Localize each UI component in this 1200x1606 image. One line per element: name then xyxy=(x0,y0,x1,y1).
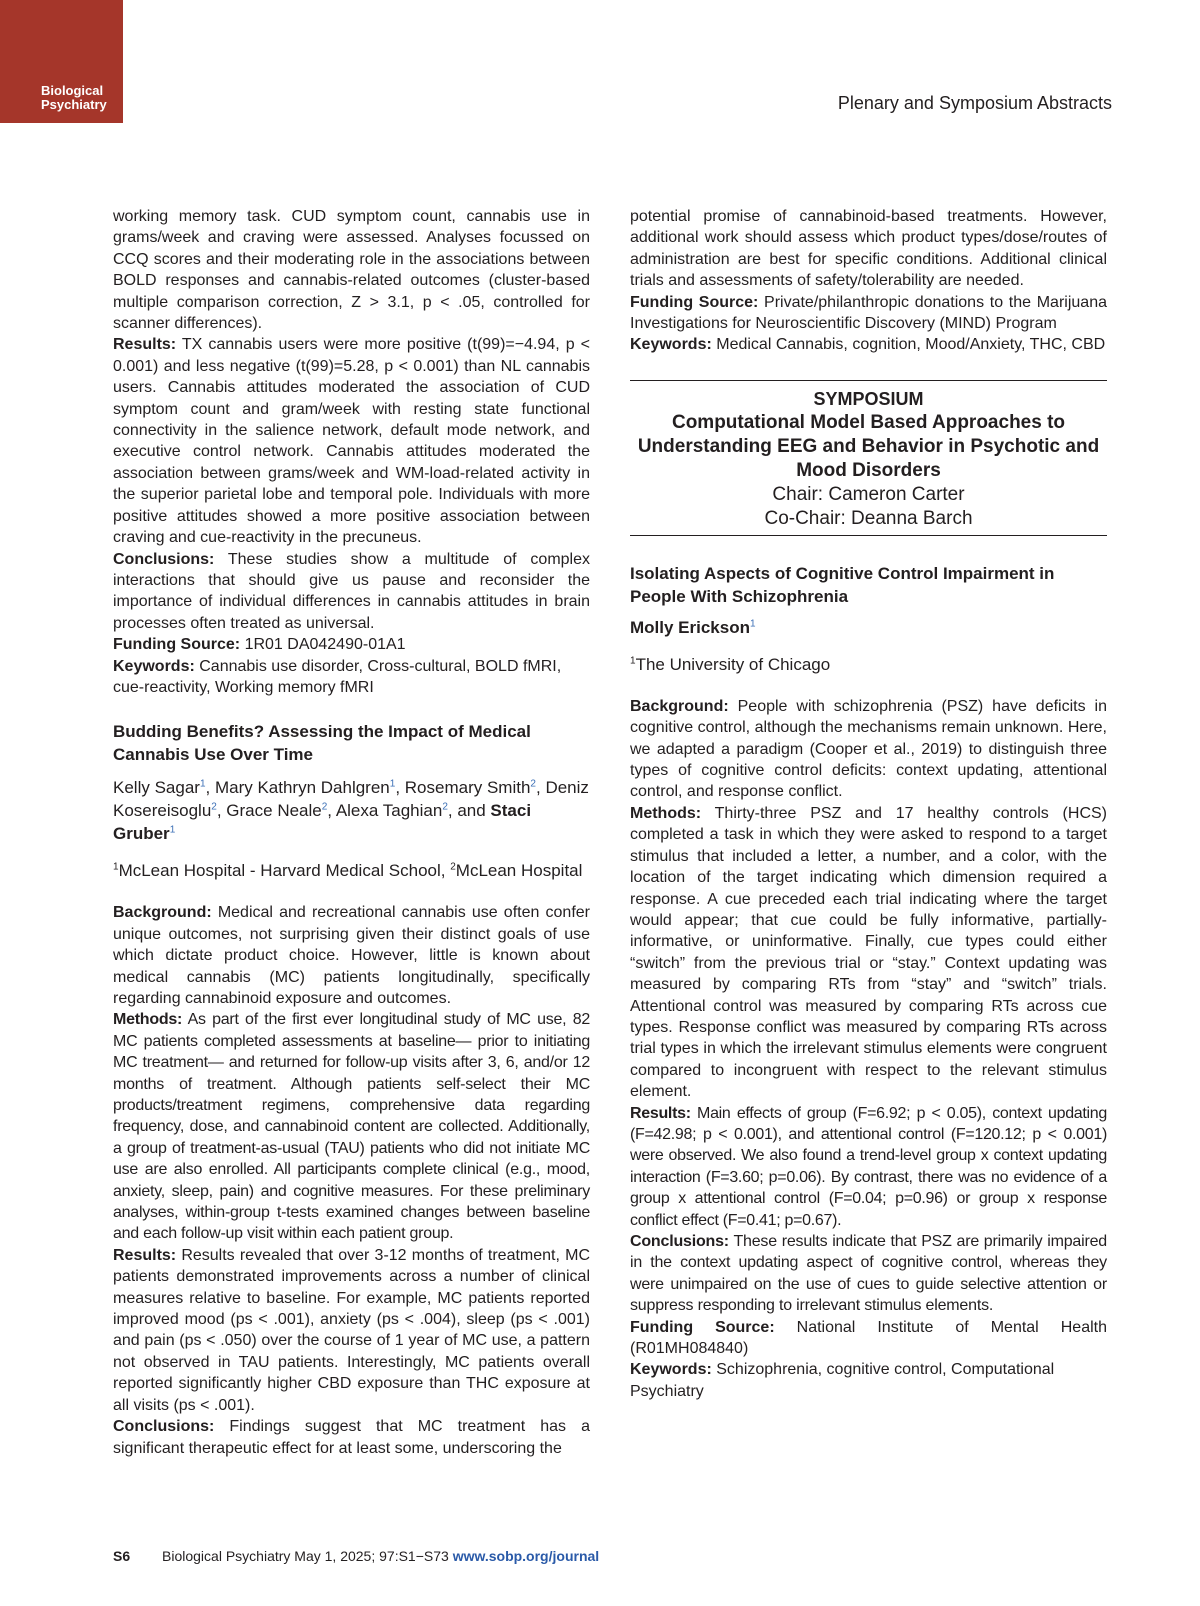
presenting-author: Molly Erickson xyxy=(630,617,750,637)
citation: Biological Psychiatry May 1, 2025; 97:S1−S73 xyxy=(162,1548,453,1564)
running-head: Plenary and Symposium Abstracts xyxy=(837,93,1112,113)
keywords-paragraph: Keywords: Medical Cannabis, cognition, Mood/Anxiety, THC, CBD xyxy=(630,336,1106,354)
background-paragraph: Background: Medical and recreational cannabis use often confer unique outcomes, not surprising given their distinct goals of use which dictate product choice. However, little is known about medical cannabis (MC) patients longitudinally, specifically regarding cannabinoid exposure and outcomes. xyxy=(113,904,591,1007)
background-label: Background: xyxy=(113,904,212,922)
methods-label: Methods: xyxy=(113,1011,183,1029)
results-paragraph: Results: TX cannabis users were more positive (t(99)=−4.94, p < 0.001) and less negative (t(99)=5.28, p < 0.001) than NL cannabis users. Cannabis attitudes moderated the association of CUD symptom count and gram/week with resting state functional connectivity in the salience network, default mode network, and executive control network. Cannabis attitudes moderated the association between grams/week and WM-load-related activity in the superior parietal lobe and temporal pole. Individuals with more positive attitudes showed a more positive association between craving and cue-reactivity in the precuneus. xyxy=(113,336,591,547)
author: Alexa Taghian xyxy=(335,801,443,821)
author: Mary Kathryn Dahlgren xyxy=(214,778,390,798)
keywords-paragraph: Keywords: Schizophrenia, cognitive control, Computational Psychiatry xyxy=(630,1361,1055,1400)
results-paragraph: Results: Results revealed that over 3-12 months of treatment, MC patients demonstrated improvements across a number of clinical measures relative to baseline. For example, MC patients reported improved mood (ps < .001), anxiety (ps < .004), sleep (ps < .001) and pain (ps < .050) over the course of 1 year of MC use, a pattern not observed in TAU patients. Interestingly, MC patients overall reported significantly higher CBD exposure than THC exposure at all visits (ps < .001). xyxy=(113,1246,590,1414)
results-label: Results: xyxy=(113,1246,177,1264)
conclusions-label: Conclusions: xyxy=(630,1233,729,1250)
results-label: Results: xyxy=(113,336,177,354)
background-label: Background: xyxy=(630,697,729,715)
keywords-label: Keywords: xyxy=(630,336,712,354)
methods-paragraph: Methods: As part of the first ever longitudinal study of MC use, 82 MC patients completed assessments at baseline— prior to initiating MC treatment— and returned for follow-up visits after 3, 6, and/or 12 months of treatment. Although patients self-select their MC products/treatment regimens, comprehensive data regarding frequency, dose, and cannabinoid content are collected. Additionally, a group of treatment-as-usual (TAU) patients who did not initiate MC use are also enrolled. All participants complete clinical (e.g., mood, anxiety, sleep, pain) and cognitive measures. For these preliminary analyses, within-group t-tests examined changes between baseline and each follow-up visit within each patient group. xyxy=(113,1011,590,1243)
funding-label: Funding Source: xyxy=(630,293,759,311)
funding-label: Funding Source: xyxy=(630,1318,775,1336)
article-title: Isolating Aspects of Cognitive Control Impairment in People With Schizophrenia xyxy=(630,563,1055,606)
methods-continued: working memory task. CUD symptom count, cannabis use in grams/week and craving were assessed. Analyses focussed on CCQ scores and their moderating role in the associations between BOLD responses and cannabis-related outcomes (cluster-based multiple comparison correction, Z > 3.1, p < .05, controlled for scanner differences). xyxy=(113,208,590,333)
right-column xyxy=(630,206,1107,1402)
results-label: Results: xyxy=(630,1104,691,1122)
affiliation: $^1$The University of Chicago xyxy=(630,654,831,674)
conclusions-label: Conclusions: xyxy=(113,1418,215,1436)
symposium-chair: Chair: Cameron Carter xyxy=(772,483,965,505)
conclusions-paragraph: Conclusions: These results indicate that PSZ are primarily impaired in the context updating aspect of cognitive control, whereas they were unimpaired on the use of cues to guide selective attention or suppress responding to irrelevant stimulus elements. xyxy=(630,1233,1107,1315)
page-number: S6 xyxy=(113,1548,131,1564)
funding-paragraph: Funding Source: Private/philanthropic donations to the Marijuana Investigations for Neuroscientific Discovery (MIND) Program xyxy=(630,293,1107,333)
keywords-label: Keywords: xyxy=(630,1361,712,1379)
funding-paragraph: Funding Source: National Institute of Mental Health (R01MH084840) xyxy=(630,1318,1107,1358)
keywords-paragraph: Keywords: Cannabis use disorder, Cross-cultural, BOLD fMRI, cue-reactivity, Working memory fMRI xyxy=(113,657,562,696)
journal-name-line1: Biological xyxy=(41,83,104,98)
journal-brand-tab xyxy=(0,0,123,123)
methods-paragraph: Methods: Thirty-three PSZ and 17 healthy controls (HCS) completed a task in which they were asked to respond to a target stimulus that included a letter, a number, and a color, with the location of the target indicating which dimension required a response. A cue preceded each trial indicating where the target would appear; that cue could be fully informative, partially-informative, or uninformative. Finally, cue types could either “switch” from the previous trial or “stay.” Context updating was measured by comparing RTs from “stay” and “switch” trials. Attentional control was measured by comparing RTs across cue types. Response conflict was measured by comparing RTs across trial types in which the irrelevant stimulus elements were congruent compared to incongruent with respect to the relevant stimulus element. xyxy=(630,804,1107,1101)
keywords-label: Keywords: xyxy=(113,657,195,675)
symposium-box xyxy=(630,380,1107,536)
author: Kelly Sagar xyxy=(113,778,200,798)
symposium-label: SYMPOSIUM xyxy=(813,388,924,409)
journal-name-line2: Psychiatry xyxy=(41,97,107,112)
funding-paragraph: Funding Source: 1R01 DA042490-01A1 xyxy=(113,636,406,654)
author: Rosemary Smith xyxy=(404,778,531,798)
affiliation: $^1$McLean Hospital - Harvard Medical School, $^2$McLean Hospital xyxy=(113,861,583,881)
background-paragraph: Background: People with schizophrenia (PSZ) have deficits in cognitive control, although the mechanisms remain unknown. Here, we adapted a paradigm (Cooper et al., 2019) to distinguish three types of cognitive control deficits: context updating, attentional control, and response conflict. xyxy=(630,697,1108,801)
presenting-author: Staci Gruber xyxy=(113,801,532,844)
symposium-title: Computational Model Based Approaches to Understanding EEG and Behavior in Psychotic and Mood Disorders xyxy=(637,411,1100,481)
conclusions-label: Conclusions: xyxy=(113,550,215,568)
methods-label: Methods: xyxy=(630,804,702,822)
results-paragraph: Results: Main effects of group (F=6.92; p < 0.05), context updating (F=42.98; p < 0.001), and attentional control (F=120.12; p < 0.001) were observed. We also found a trend-level group x context updating interaction (F=3.60; p=0.06). By contrast, there was no evidence of a group x attentional control (F=0.04; p=0.96) or group x response conflict effect (F=0.41; p=0.67). xyxy=(630,1104,1108,1229)
page-footer xyxy=(113,1548,599,1564)
conclusions-paragraph: Conclusions: Findings suggest that MC treatment has a significant therapeutic effect for at least some, underscoring the xyxy=(113,1418,590,1457)
journal-link[interactable]: www.sobp.org/journal xyxy=(452,1548,600,1564)
author: Grace Neale xyxy=(226,801,322,821)
left-column xyxy=(113,206,590,1459)
conclusions-continued: potential promise of cannabinoid-based treatments. However, additional work should assess which product types/dose/routes of administration are best for specific conditions. Additional clinical trials and assessments of safety/tolerability are needed. xyxy=(630,208,1107,290)
author-list: Molly Erickson$^1$ xyxy=(630,617,756,637)
symposium-cochair: Co-Chair: Deanna Barch xyxy=(764,507,973,529)
author-list: Kelly Sagar$^1$, Mary Kathryn Dahlgren$^1$, Rosemary Smith$^2$, Deniz Kosereisoglu$^2$, Grace Neale$^2$, Alexa Taghian$^2$, and Staci Gruber$^1$ xyxy=(113,778,589,844)
conclusions-paragraph: Conclusions: These studies show a multitude of complex interactions that should give us pause and reconsider the importance of individual differences in cannabis attitudes in brain processes often treated as universal. xyxy=(113,550,591,632)
funding-label: Funding Source: xyxy=(113,636,241,654)
article-title: Budding Benefits? Assessing the Impact of Medical Cannabis Use Over Time xyxy=(113,722,531,765)
author: Deniz Kosereisoglu xyxy=(113,778,589,821)
journal-logo-text xyxy=(41,84,107,112)
